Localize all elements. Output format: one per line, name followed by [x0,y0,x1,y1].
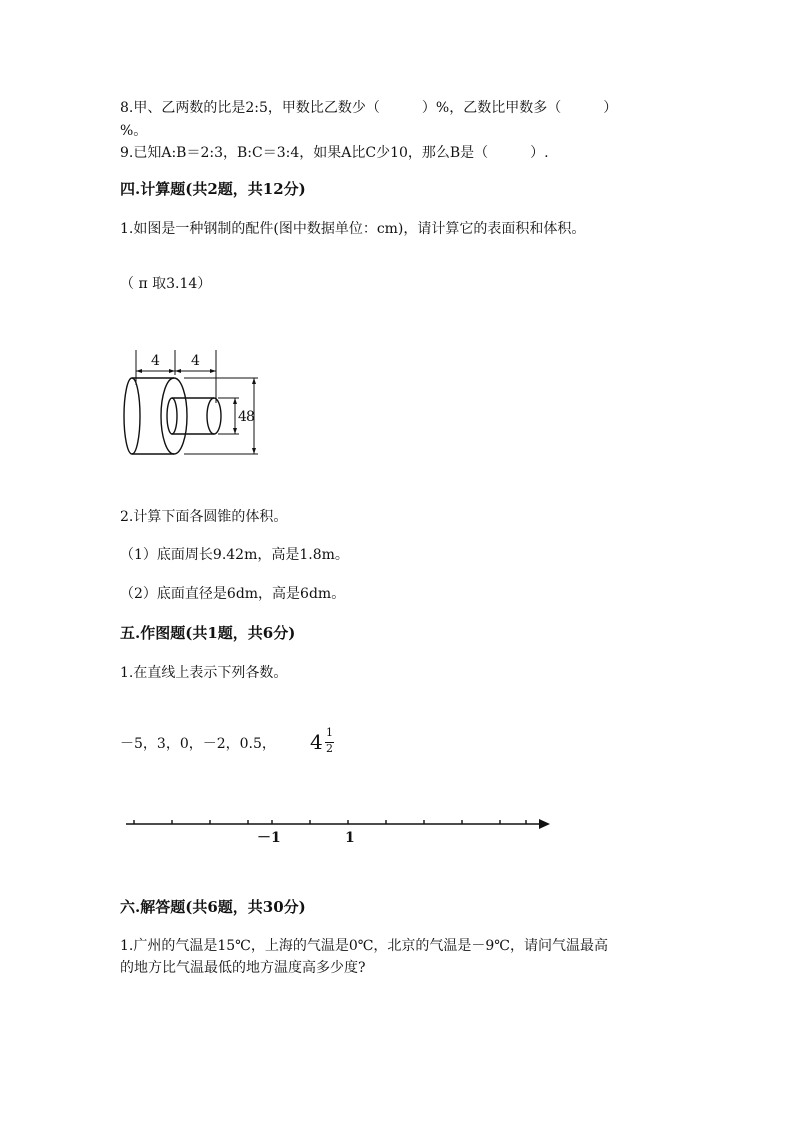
dimension-top-right: 4 [191,353,200,369]
question-2-part-1: （1）底面周长9.42m，高是1.8m。 [120,547,349,563]
section-6-title: 六.解答题(共6题，共30分) [120,898,306,916]
numbers-list: －5，3，0，－2，0.5， [120,736,276,752]
section-4-question-2: 2.计算下面各圆锥的体积。 [120,509,288,525]
dimension-outer-diameter: 8 [246,409,255,425]
axis-label-minus-1: －1 [257,830,281,846]
dimension-inner-diameter: 4 [238,409,247,425]
question-9: 9.已知A:B＝2:3，B:C＝3:4，如果A比C少10，那么B是（ ）. [120,145,549,161]
question-8-line-1: 8.甲、乙两数的比是2:5，甲数比乙数少（ ）%，乙数比甲数多（ ） [120,100,618,116]
section-5-title: 五.作图题(共1题，共6分) [120,624,296,642]
dimension-top-left: 4 [151,353,160,369]
number-line [120,812,560,852]
question-8-line-2: %。 [120,123,148,139]
question-2-part-2: （2）底面直径是6dm，高是6dm。 [120,586,346,602]
section-4-question-1: 1.如图是一种钢制的配件(图中数据单位：cm)，请计算它的表面积和体积。 [120,221,586,237]
pi-note: （ π 取3.14） [120,276,212,292]
section-4-title: 四.计算题(共2题，共12分) [120,180,306,198]
section-6-question-1-line-1: 1.广州的气温是15℃，上海的气温是0℃，北京的气温是－9℃，请问气温最高 [120,938,608,954]
cylinder-part-figure [118,345,268,460]
section-5-question-1: 1.在直线上表示下列各数。 [120,665,288,681]
section-6-question-1-line-2: 的地方比气温最低的地方温度高多少度? [120,960,366,976]
axis-label-1: 1 [345,830,355,846]
